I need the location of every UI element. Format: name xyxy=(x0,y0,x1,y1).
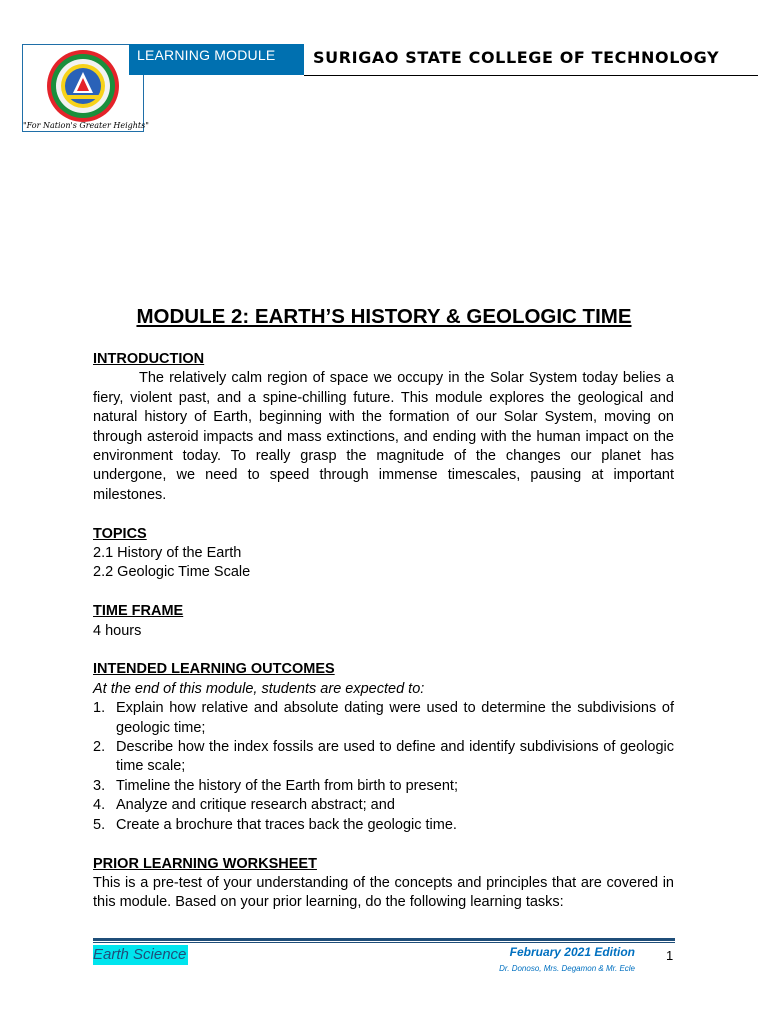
introduction-heading: INTRODUCTION xyxy=(93,351,205,367)
footer-divider xyxy=(93,938,675,941)
college-logo-box xyxy=(22,44,149,132)
outcome-text: Timeline the history of the Earth from birth to present; xyxy=(116,777,458,794)
outcome-item xyxy=(93,796,674,815)
introduction-text: The relatively calm region of space we occupy in the Solar System today belies a fiery, violent past, and a spine-chilling future. This module explores the geological and natural history of Earth, beginning with the formation of our Solar System, moving on through asteroid impacts and mass extinctions, and ending with the human impact on the environment today. To really grasp the magnitude of the changes our planet has undergone, we need to speed through immense timescales, pausing at important milestones. xyxy=(93,370,674,503)
page-number: 1 xyxy=(666,948,674,963)
outcome-text: Analyze and critique research abstract; and xyxy=(116,797,395,814)
outcome-number: 1. xyxy=(93,700,106,717)
learning-module-label: LEARNING MODULE xyxy=(129,44,304,75)
outcome-item xyxy=(93,816,674,835)
outcome-text: Explain how relative and absolute dating were used to determine the subdivisions of geologic time; xyxy=(116,700,674,736)
prior-learning-heading: PRIOR LEARNING WORKSHEET xyxy=(93,855,317,872)
outcome-number: 5. xyxy=(93,816,106,833)
prior-learning-text: This is a pre-test of your understanding of the concepts and principles that are covered in this module. Based on your prior learning, do the following learning tasks: xyxy=(93,874,674,911)
footer-divider-thin xyxy=(93,942,675,943)
topic-item: 2.1 History of the Earth xyxy=(93,545,242,562)
outcomes-list xyxy=(93,699,674,835)
module-content xyxy=(93,350,674,913)
outcome-number: 3. xyxy=(93,777,106,794)
college-name: SURIGAO STATE COLLEGE OF TECHNOLOGY xyxy=(313,48,720,67)
topic-item: 2.2 Geologic Time Scale xyxy=(93,564,251,581)
header-divider xyxy=(304,75,758,76)
time-frame-heading: TIME FRAME xyxy=(93,603,184,620)
outcome-text: Create a brochure that traces back the geologic time. xyxy=(116,816,457,833)
college-seal-icon xyxy=(41,49,125,123)
college-motto: "For Nation's Greater Heights" xyxy=(23,121,149,130)
outcome-item xyxy=(93,699,674,738)
outcome-number: 2. xyxy=(93,739,106,756)
outcome-item xyxy=(93,738,674,777)
outcome-item xyxy=(93,777,674,796)
time-frame-value: 4 hours xyxy=(93,622,142,639)
authors-label: Dr. Donoso, Mrs. Degamon & Mr. Ecle xyxy=(499,964,635,973)
topics-heading: TOPICS xyxy=(93,525,147,542)
subject-label: Earth Science xyxy=(93,946,187,963)
outcome-text: Describe how the index fossils are used to define and identify subdivisions of geologic time scale; xyxy=(116,739,674,775)
module-title: MODULE 2: EARTH’S HISTORY & GEOLOGIC TIME xyxy=(136,305,632,328)
outcome-number: 4. xyxy=(93,797,106,814)
edition-label: February 2021 Edition xyxy=(509,945,635,959)
outcomes-lead: At the end of this module, students are expected to: xyxy=(93,680,425,697)
outcomes-heading: INTENDED LEARNING OUTCOMES xyxy=(93,661,335,678)
